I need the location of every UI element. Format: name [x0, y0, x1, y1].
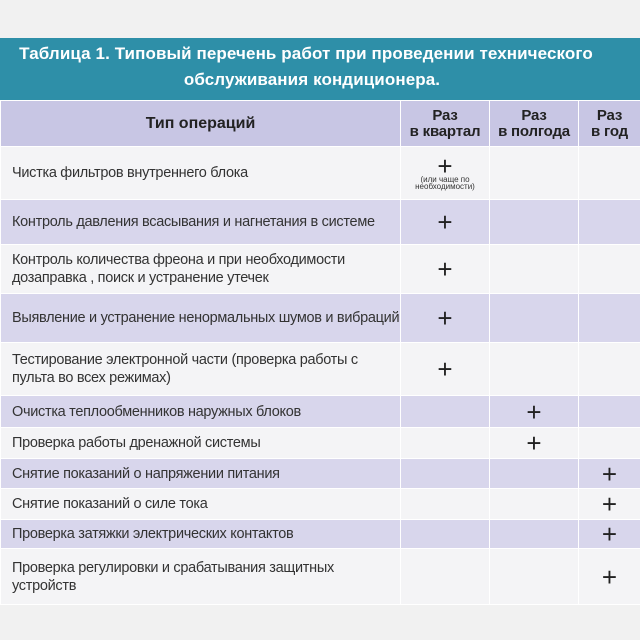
frequency-cell-yearly	[579, 396, 640, 428]
frequency-cell-half-year	[490, 294, 579, 343]
frequency-cell-half-year	[490, 200, 579, 245]
frequency-cell-yearly	[579, 343, 640, 396]
operation-cell: Тестирование электронной части (проверка работы с пульта во всех режимах)	[1, 343, 401, 396]
plus-mark: +	[437, 151, 453, 181]
frequency-cell-quarterly	[401, 428, 490, 459]
frequency-cell-half-year	[490, 489, 579, 520]
table-row	[1, 549, 640, 605]
plus-mark: +	[437, 207, 453, 237]
frequency-cell-quarterly	[401, 343, 490, 396]
frequency-cell-yearly	[579, 549, 640, 605]
operation-cell: Проверка затяжки электрических контактов	[1, 520, 401, 549]
frequency-cell-quarterly	[401, 549, 490, 605]
frequency-cell-yearly	[579, 520, 640, 549]
frequency-cell-half-year	[490, 245, 579, 294]
maintenance-table	[0, 100, 640, 605]
header-yearly-line-2: в год	[591, 122, 628, 140]
frequency-cell-quarterly	[401, 147, 490, 200]
operation-cell: Очистка теплообменников наружных блоков	[1, 396, 401, 428]
header-quarterly-line-2: в квартал	[409, 122, 481, 140]
header-quarterly-line-1: Раз	[432, 106, 458, 124]
plus-mark: +	[601, 519, 618, 549]
frequency-cell-quarterly	[401, 200, 490, 245]
frequency-note: (или чаще по	[420, 175, 470, 184]
table-title-line-1: Таблица 1. Типовый перечень работ при проведении технического	[19, 44, 593, 63]
header-yearly	[579, 101, 640, 147]
table-row	[1, 200, 640, 245]
frequency-cell-half-year	[490, 147, 579, 200]
table-row	[1, 459, 640, 489]
header-half-year-line-1: Раз	[521, 106, 547, 124]
table-row	[1, 343, 640, 396]
plus-mark: +	[437, 303, 453, 333]
table-title-line-2: обслуживания кондиционера.	[183, 70, 441, 89]
header-half-year	[490, 101, 579, 147]
table-row	[1, 245, 640, 294]
plus-mark: +	[526, 396, 542, 427]
frequency-cell-quarterly	[401, 520, 490, 549]
frequency-cell-yearly	[579, 459, 640, 489]
operation-cell: Снятие показаний о силе тока	[1, 489, 401, 520]
operation-cell: Контроль количества фреона и при необходимости дозаправка , поиск и устранение утечек	[1, 245, 401, 294]
table-row	[1, 147, 640, 200]
operation-cell: Контроль давления всасывания и нагнетания в системе	[1, 200, 401, 245]
frequency-cell-half-year	[490, 428, 579, 459]
frequency-cell-quarterly	[401, 396, 490, 428]
plus-mark: +	[526, 428, 542, 458]
frequency-cell-half-year	[490, 343, 579, 396]
table-row	[1, 520, 640, 549]
operation-cell: Проверка работы дренажной системы	[1, 428, 401, 459]
header-operation: Тип операций	[1, 101, 401, 147]
frequency-cell-yearly	[579, 147, 640, 200]
plus-mark: +	[437, 254, 453, 284]
header-half-year-line-2: в полгода	[498, 122, 570, 140]
frequency-cell-quarterly	[401, 489, 490, 520]
table-row	[1, 428, 640, 459]
frequency-cell-yearly	[579, 245, 640, 294]
table-row	[1, 396, 640, 428]
plus-mark: +	[601, 458, 618, 489]
header-yearly-line-1: Раз	[596, 106, 623, 124]
frequency-cell-half-year	[490, 459, 579, 489]
header-quarterly	[401, 101, 490, 147]
plus-mark: +	[601, 561, 618, 592]
table-title-bar	[0, 38, 640, 100]
frequency-cell-yearly	[579, 294, 640, 343]
frequency-cell-half-year	[490, 520, 579, 549]
frequency-cell-half-year	[490, 549, 579, 605]
plus-mark: +	[437, 354, 453, 384]
operation-cell: Снятие показаний о напряжении питания	[1, 459, 401, 489]
frequency-cell-yearly	[579, 428, 640, 459]
table-row	[1, 294, 640, 343]
frequency-note: необходимости)	[415, 182, 475, 191]
operation-cell: Чистка фильтров внутреннего блока	[1, 147, 401, 200]
frequency-cell-yearly	[579, 489, 640, 520]
frequency-cell-quarterly	[401, 294, 490, 343]
frequency-cell-quarterly	[401, 459, 490, 489]
operation-cell: Проверка регулировки и срабатывания защитных устройств	[1, 549, 401, 605]
plus-mark: +	[601, 489, 618, 519]
table-body	[1, 147, 640, 605]
operation-cell: Выявление и устранение ненормальных шумов и вибраций	[1, 294, 401, 343]
frequency-cell-yearly	[579, 200, 640, 245]
table-header-row	[1, 101, 640, 147]
frequency-cell-quarterly	[401, 245, 490, 294]
frequency-cell-half-year	[490, 396, 579, 428]
table-row	[1, 489, 640, 520]
